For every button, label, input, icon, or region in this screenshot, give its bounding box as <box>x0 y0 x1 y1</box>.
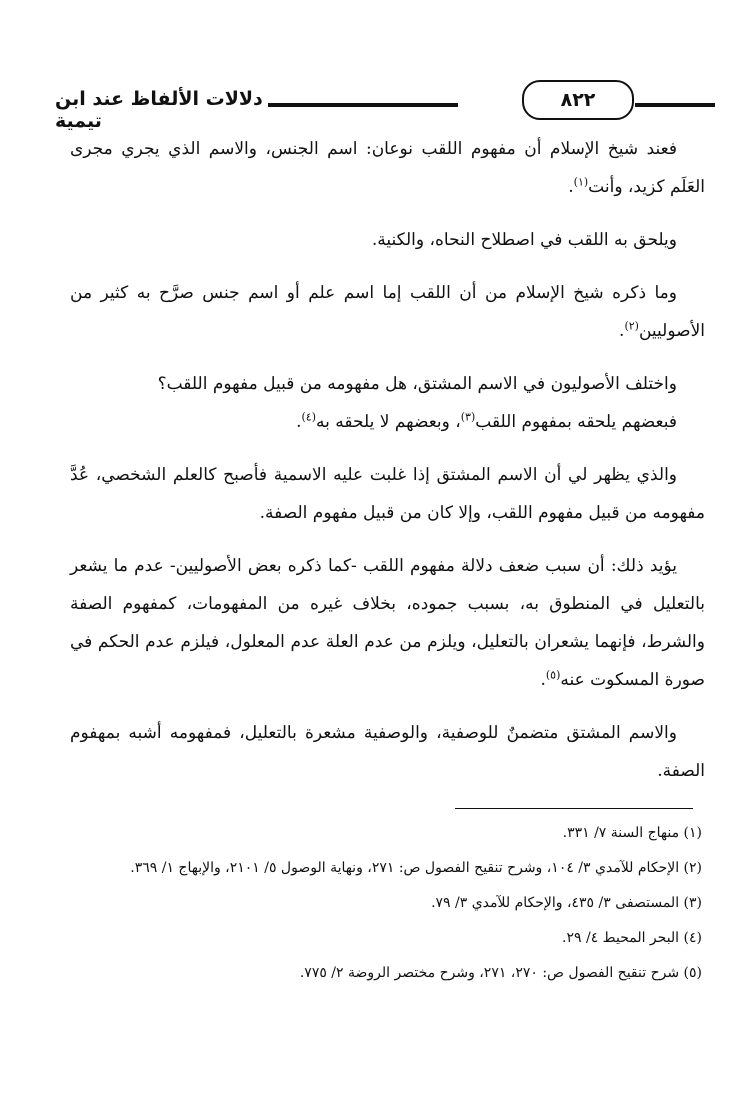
main-text <box>70 130 705 805</box>
page-header <box>40 78 715 132</box>
footnote-ref-5: (٥) <box>545 668 561 682</box>
paragraph-6: والذي يظهر لي أن الاسم المشتق إذا غلبت عليه الاسمية فأصبح كالعلم الشخصي، عُدَّ مفهومه من قبيل مفهوم اللقب، وإلا كان من قبيل مفهوم الصفة. <box>70 465 705 523</box>
paragraph-1 <box>70 130 705 206</box>
paragraph-5-text-a: فبعضهم يلحقه بمفهوم اللقب <box>475 412 677 432</box>
page-number: ٨٢٢ <box>522 80 634 120</box>
paragraph-2: ويلحق به اللقب في اصطلاح النحاه، والكنية. <box>371 230 677 250</box>
paragraph-4: واختلف الأصوليون في الاسم المشتق، هل مفهومه من قبيل مفهوم اللقب؟ <box>157 374 677 394</box>
paragraph-3 <box>70 274 705 350</box>
footnote-ref-3: (٣) <box>460 410 476 424</box>
paragraph-1-text: فعند شيخ الإسلام أن مفهوم اللقب نوعان: اسم الجنس، والاسم الذي يجري مجرى العَلَم كزيد، وأنت <box>70 139 705 197</box>
footnote-2: (٢) الإحكام للآمدي ٣/ ١٠٤، وشرح تنقيح الفصول ص: ٢٧١، ونهاية الوصول ٥/ ٢١٠١، والإبهاج ١/ ٣٦٩. <box>130 860 702 876</box>
footnotes <box>70 818 702 993</box>
paragraph-8: والاسم المشتق متضمنٌ للوصفية، والوصفية مشعرة بالتعليل، فمفهومه أشبه بمهفوم الصفة. <box>70 723 705 781</box>
footnote-ref-4: (٤) <box>301 410 317 424</box>
paragraph-7-end: . <box>540 670 546 690</box>
paragraph-5-text-b: ، وبعضهم لا يلحقه به <box>316 412 461 432</box>
paragraph-1-end: . <box>568 177 574 197</box>
footnote-4: (٤) البحر المحيط ٤/ ٢٩. <box>562 930 702 946</box>
footnote-5: (٥) شرح تنقيح الفصول ص: ٢٧٠، ٢٧١، وشرح مختصر الروضة ٢/ ٧٧٥. <box>299 965 702 981</box>
paragraph-5-end: . <box>296 412 302 432</box>
paragraph-3-end: . <box>619 321 625 341</box>
footnote-separator <box>455 808 693 809</box>
header-rule-right <box>635 103 715 107</box>
paragraph-7-text: يؤيد ذلك: أن سبب ضعف دلالة مفهوم اللقب -كما ذكره بعض الأصوليين- عدم ما يشعر بالتعليل في المنطوق به، بسبب جموده، بخلاف غيره من المفهومات، كمفهوم الصفة والشرط، فإنهما يشعران بالتعليل، ويلزم من عدم العلة عدم المعلول، فيلزم عدم الحكم في صورة المسكوت عنه <box>70 556 705 690</box>
running-title: دلالات الألفاظ عند ابن تيمية <box>55 88 263 132</box>
paragraph-5 <box>70 403 705 441</box>
footnote-ref-2: (٢) <box>624 319 639 333</box>
footnote-1: (١) منهاج السنة ٧/ ٣٣١. <box>562 825 702 841</box>
footnote-ref-1: (١) <box>573 175 589 189</box>
paragraph-3-text: وما ذكره شيخ الإسلام من أن اللقب إما اسم علم أو اسم جنس صرَّح به كثير من الأصوليين <box>70 283 705 341</box>
footnote-3: (٣) المستصفى ٣/ ٤٣٥، والإحكام للآمدي ٣/ ٧٩. <box>431 895 702 911</box>
paragraph-7 <box>70 547 705 699</box>
header-rule-left <box>268 103 458 107</box>
